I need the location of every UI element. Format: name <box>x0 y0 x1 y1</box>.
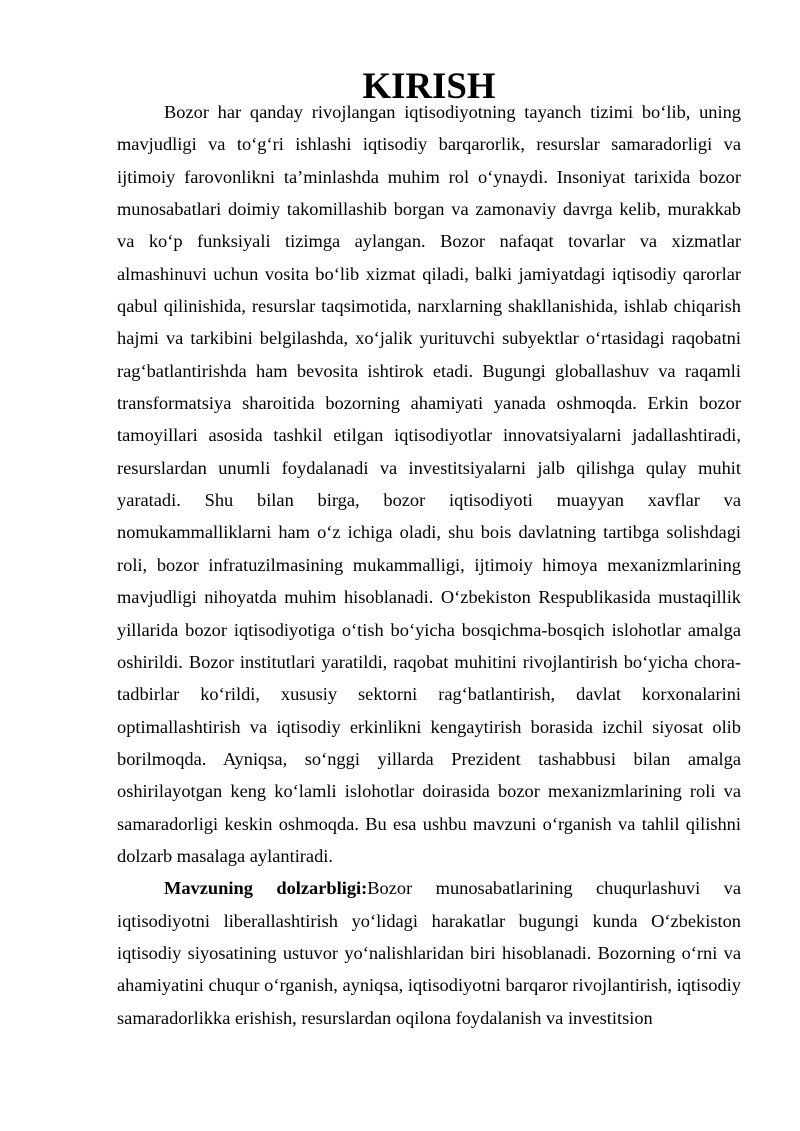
document-page <box>117 65 741 1034</box>
intro-paragraph <box>117 96 741 872</box>
section-title: KIRISH <box>362 65 496 106</box>
intro-paragraph-text: Bozor har qanday rivojlangan iqtisodiyotning tayanch tizimi bo‘lib, uning mavjudligi va to‘g‘ri ishlashi iqtisodiy barqarorlik, resurslar samaradorligi va ijtimoiy farovonlikni ta’minlashda muhim rol o‘ynaydi. Insoniyat tarixida bozor munosabatlari doimiy takomillashib borgan va zamonaviy davrga kelib, murakkab va ko‘p funksiyali tizimga aylangan. Bozor nafaqat tovarlar va xizmatlar almashinuvi uchun vosita bo‘lib xizmat qiladi, balki jamiyatdagi iqtisodiy qarorlar qabul qilinishida, resurslar taqsimotida, narxlarning shakllanishida, ishlab chiqarish hajmi va tarkibini belgilashda, xo‘jalik yurituvchi subyektlar o‘rtasidagi raqobatni rag‘batlantirishda ham bevosita ishtirok etadi. Bugungi globallashuv va raqamli transformatsiya sharoitida bozorning ahamiyati yanada oshmoqda. Erkin bozor tamoyillari asosida tashkil etilgan iqtisodiyotlar innovatsiyalarni jadallashtiradi, resurslardan unumli foydalanadi va investitsiyalarni jalb qilishga qulay muhit yaratadi. Shu bilan birga, bozor iqtisodiyoti muayyan xavflar va nomukammalliklarni ham o‘z ichiga oladi, shu bois davlatning tartibga solishdagi roli, bozor infratuzilmasining mukammalligi, ijtimoiy himoya mexanizmlarining mavjudligi nihoyatda muhim hisoblanadi. O‘zbekiston Respublikasida mustaqillik yillarida bozor iqtisodiyotiga o‘tish bo‘yicha bosqichma-bosqich islohotlar amalga oshirildi. Bozor institutlari yaratildi, raqobat muhitini rivojlantirish bo‘yicha chora-tadbirlar ko‘rildi, xususiy sektorni rag‘batlantirish, davlat korxonalarini optimallashtirish va iqtisodiy erkinlikni kengaytirish borasida izchil siyosat olib borilmoqda. Ayniqsa, so‘nggi yillarda Prezident tashabbusi bilan amalga oshirilayotgan keng ko‘lamli islohotlar doirasida bozor mexanizmlarining roli va samaradorligi keskin oshmoqda. Bu esa ushbu mavzuni o‘rganish va tahlil qilishni dolzarb masalaga aylantiradi. <box>117 102 741 866</box>
relevance-paragraph <box>117 872 741 1034</box>
relevance-heading: Mavzuning dolzarbligi: <box>164 878 368 899</box>
relevance-paragraph-text: Bozor munosabatlarining chuqurlashuvi va iqtisodiyotni liberallashtirish yo‘lidagi harakatlar bugungi kunda O‘zbekiston iqtisodiy siyosatining ustuvor yo‘nalishlaridan biri hisoblanadi. Bozorning o‘rni va ahamiyatini chuqur o‘rganish, ayniqsa, iqtisodiyotni barqaror rivojlantirish, iqtisodiy samaradorlikka erishish, resurslardan oqilona foydalanish va investitsion <box>117 878 741 1028</box>
